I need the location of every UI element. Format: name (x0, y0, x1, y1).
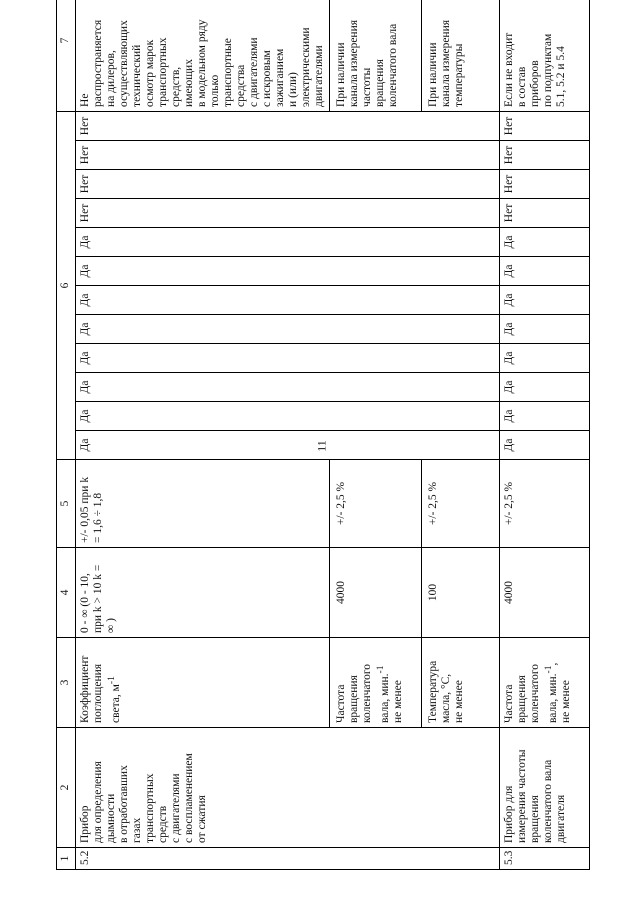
parameter-text: Частота вращения коленчатого вала, мин. (335, 664, 391, 723)
parameter-cell (330, 638, 422, 728)
device-name: Прибор для определения дымности в отработавших газах транспортных средств с двигателями с воспламенением от сжатия (76, 728, 500, 848)
mark-cell: Да (500, 373, 590, 402)
accuracy-cell: +/- 2,5 % (330, 460, 422, 548)
page-number: 11 (314, 440, 329, 452)
parameter-text: Коэффициент поглощения света, м (79, 655, 122, 723)
mark-cell: Да (76, 228, 500, 257)
mark-cell: Нет (76, 141, 500, 170)
note-cell: При наличии канала измерения температуры (422, 0, 500, 111)
parameter-text: Частота вращения коленчатого вала, мин. (503, 664, 559, 723)
mark-cell: Да (76, 431, 500, 460)
accuracy-cell: +/- 0,05 при k = 1,6 ÷ 1,8 (76, 460, 330, 548)
accuracy-cell: +/- 2,5 % (422, 460, 500, 548)
row-number: 5.2 (76, 848, 500, 870)
note-cell: При наличии канала измерения частоты вращения коленчатого вала (330, 0, 422, 111)
header-col-5: 5 (57, 460, 76, 548)
rotated-table-wrapper (56, 20, 606, 870)
parameter-tail: , не менее (546, 662, 572, 723)
mark-cell: Да (76, 315, 500, 344)
parameter-cell (500, 638, 590, 728)
measurement-range: 4000 (330, 548, 422, 638)
mark-cell: Да (76, 286, 500, 315)
mark-cell: Нет (500, 141, 590, 170)
measurement-range: 4000 (500, 548, 590, 638)
parameter-cell: Температура масла, °С, не менее (422, 638, 500, 728)
mark-cell: Да (500, 315, 590, 344)
mark-cell: Да (76, 402, 500, 431)
mark-cell: Да (500, 228, 590, 257)
device-name: Прибор для измерения частоты вращения коленчатого вала двигателя (500, 728, 590, 848)
header-col-6: 6 (57, 111, 76, 459)
accuracy-cell: +/- 2,5 % (500, 460, 590, 548)
header-col-4: 4 (57, 548, 76, 638)
mark-cell: Нет (76, 170, 500, 199)
parameter-superscript: -1 (375, 665, 386, 674)
measurement-range: 0 - ∞ (0 - 10, при k > 10 k = ∞ ) (76, 548, 330, 638)
row-number: 5.3 (500, 848, 590, 870)
mark-cell: Да (76, 344, 500, 373)
header-col-3: 3 (57, 638, 76, 728)
mark-cell: Нет (500, 199, 590, 228)
mark-cell: Нет (500, 170, 590, 199)
header-row (57, 0, 76, 870)
mark-cell: Да (76, 257, 500, 286)
mark-cell: Да (500, 286, 590, 315)
note-cell: Не распространяется на дилеров, осуществляющих технический осмотр марок транспортных средств, имеющих в модельном ряду только транспортные средства с двигателями с искровым зажиганием и (или) электрическими двигателями (76, 0, 330, 111)
parameter-superscript: -1 (543, 665, 554, 674)
mark-cell: Нет (76, 199, 500, 228)
header-col-1: 1 (57, 848, 76, 870)
note-cell: Если не входит в состав приборов по подпунктам 5.1, 5.2 и 5.4 (500, 0, 590, 111)
mark-cell: Да (76, 373, 500, 402)
mark-cell: Да (500, 257, 590, 286)
mark-cell: Нет (76, 111, 500, 140)
equipment-table (56, 0, 590, 870)
mark-cell: Да (500, 402, 590, 431)
parameter-superscript: -1 (106, 676, 117, 685)
mark-cell: Да (500, 431, 590, 460)
parameter-cell (76, 638, 330, 728)
header-col-2: 2 (57, 728, 76, 848)
table-row (76, 0, 330, 870)
parameter-tail: не менее (391, 680, 404, 723)
measurement-range: 100 (422, 548, 500, 638)
header-col-7: 7 (57, 0, 76, 111)
table-row (500, 0, 590, 870)
mark-cell: Нет (500, 111, 590, 140)
mark-cell: Да (500, 344, 590, 373)
